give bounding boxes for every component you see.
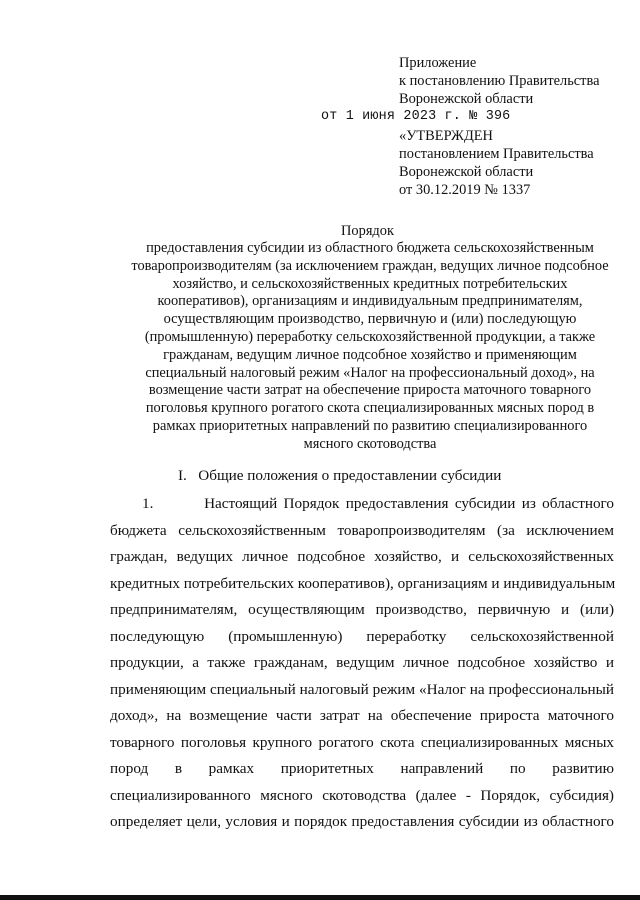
scan-edge xyxy=(0,895,640,900)
header-line: от 30.12.2019 № 1337 xyxy=(399,182,531,199)
subtitle-line: осуществляющим производство, первичную и (или) последующую xyxy=(163,311,577,328)
subtitle-line: гражданам, ведущим личное подсобное хозяйство и применяющим xyxy=(163,346,577,363)
paragraph-line: специализированного мясного скотоводства (далее - Порядок, субсидия) xyxy=(110,786,614,804)
header-line: Приложение xyxy=(399,55,477,71)
paragraph-line: пород в рамках приоритетных направлений по развитию xyxy=(110,760,614,777)
document-title: Порядок xyxy=(341,223,394,239)
paragraph-line: 1. Настоящий Порядок предоставления субсидии из областного xyxy=(142,495,614,512)
paragraph-line: продукции, а также гражданам, ведущим личное подсобное хозяйство и xyxy=(110,654,614,671)
subtitle-line: хозяйство, и сельскохозяйственных кредитных потребительских xyxy=(172,275,568,292)
header-line: постановлением Правительства xyxy=(399,146,594,163)
header-line: к постановлению Правительства xyxy=(399,73,600,90)
paragraph-line: предпринимателям, осуществляющим производство, первичную и (или) xyxy=(110,601,614,618)
subtitle-line: рамках приоритетных направлений по развитию специализированного xyxy=(152,417,588,434)
document-subtitle xyxy=(110,240,630,454)
paragraph-line: определяет цели, условия и порядок предоставления субсидии из областного xyxy=(110,813,614,830)
subtitle-line: возмещение части затрат на обеспечение прироста маточного товарного xyxy=(148,382,592,399)
approval-header xyxy=(399,54,599,200)
subtitle-line: (промышленную) переработку сельскохозяйственной продукции, а также xyxy=(144,328,596,345)
paragraph-line: кредитных потребительских кооперативов), организациям и индивидуальным xyxy=(110,574,616,592)
header-line: Воронежской области xyxy=(399,91,534,108)
section-heading: I. Общие положения о предоставлении субсидии xyxy=(178,467,502,484)
paragraph-line: бюджета сельскохозяйственным товаропроизводителям (за исключением xyxy=(110,521,614,539)
header-line: «УТВЕРЖДЕН xyxy=(399,127,493,144)
paragraph-line: последующую (промышленную) переработку сельскохозяйственной xyxy=(110,627,614,645)
paragraph-line: граждан, ведущих личное подсобное хозяйство, и сельскохозяйственных xyxy=(110,548,614,565)
header-line: Воронежской области xyxy=(399,164,534,181)
subtitle-line: мясного скотоводства xyxy=(303,435,437,452)
registration-stamp: от 1 июня 2023 г. № 396 xyxy=(321,109,511,124)
paragraph-line: товарного поголовья крупного рогатого скота специализированных мясных xyxy=(110,733,614,751)
paragraph-line: применяющим специальный налоговый режим «Налог на профессиональный xyxy=(110,680,614,698)
subtitle-line: кооперативов), организациям и индивидуальным предпринимателям, xyxy=(157,293,583,310)
paragraph-line: доход», на возмещение части затрат на обеспечение прироста маточного xyxy=(110,707,614,724)
subtitle-line: поголовья крупного рогатого скота специализированных мясных пород в xyxy=(145,400,595,417)
subtitle-line: товаропроизводителям (за исключением граждан, ведущих личное подсобное xyxy=(131,257,609,274)
paragraph-1 xyxy=(110,491,614,836)
subtitle-line: предоставления субсидии из областного бюджета сельскохозяйственным xyxy=(146,240,594,256)
subtitle-line: специальный налоговый режим «Налог на профессиональный доход», на xyxy=(145,364,595,381)
